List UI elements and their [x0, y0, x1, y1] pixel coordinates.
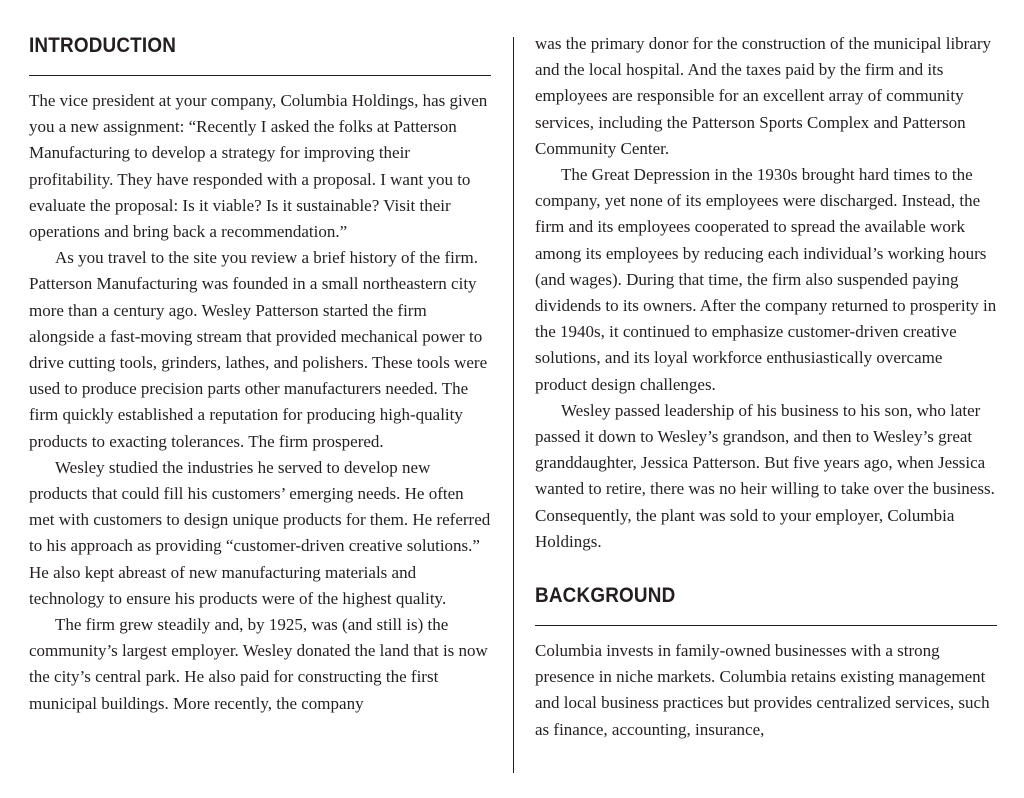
intro-paragraph-3: Wesley studied the industries he served to develop new products that could fill his customers’ emerging needs. He often met with customers to design unique products for them. He referred to his approach as providing “customer-driven creative solutions.” He also kept abreast of new manufacturing materials and technology to ensure his products were of the highest quality. — [29, 457, 491, 608]
background-heading: BACKGROUND — [535, 584, 676, 608]
introduction-heading: INTRODUCTION — [29, 34, 177, 57]
background-heading-rule — [535, 625, 997, 626]
column-divider — [513, 37, 514, 773]
intro-paragraph-continued: was the primary donor for the construction of the municipal library and the local hospital. And the taxes paid by the firm and its employees are responsible for an excellent array of community services, including the Patterson Sports Complex and Patterson Community Center. — [535, 34, 992, 158]
background-paragraph-1: Columbia invests in family-owned businesses with a strong presence in niche markets. Columbia retains existing management and local business practices but provides centralized services, such as finance, accounting, insurance, — [535, 641, 990, 739]
intro-paragraph-leadership: Wesley passed leadership of his business to his son, who later passed it down to Wesley’s grandson, and then to Wesley’s great granddaughter, Jessica Patterson. But five years ago, when Jessica wanted to retire, there was no heir willing to take over the business. Consequently, the plant was sold to your employer, Columbia Holdings. — [535, 400, 995, 551]
intro-paragraph-2: As you travel to the site you review a brief history of the firm. Patterson Manufacturing was founded in a small northeastern city more than a century ago. Wesley Patterson started the firm alongside a fast-moving stream that provided mechanical power to drive cutting tools, grinders, lathes, and polishers. These tools were used to produce precision parts other manufacturers needed. The firm quickly established a reputation for producing high-quality products to exacting tolerances. The firm prospered. — [29, 248, 488, 451]
intro-paragraph-4: The firm grew steadily and, by 1925, was (and still is) the community’s largest employer. Wesley donated the land that is now the city’s central park. He also paid for constructing the first municipal buildings. More recently, the company — [29, 615, 488, 713]
right-column — [535, 31, 997, 743]
introduction-heading-rule — [29, 75, 491, 76]
intro-paragraph-depression: The Great Depression in the 1930s brought hard times to the company, yet none of its employees were discharged. Instead, the firm and its employees cooperated to spread the available work among its employees by reducing each individual’s working hours (and wages). During that time, the firm also suspended paying dividends to its owners. After the company returned to prosperity in the 1940s, it continued to emphasize customer-driven creative solutions, and its loyal workforce enthusiastically overcame product design challenges. — [535, 165, 997, 394]
left-column — [29, 30, 491, 717]
intro-paragraph-1: The vice president at your company, Columbia Holdings, has given you a new assignment: “Recently I asked the folks at Patterson Manufacturing to develop a strategy for improving their profitability. They have responded with a proposal. I want you to evaluate the proposal: Is it viable? Is it sustainable? Visit their operations and bring back a recommendation.” — [29, 91, 488, 242]
